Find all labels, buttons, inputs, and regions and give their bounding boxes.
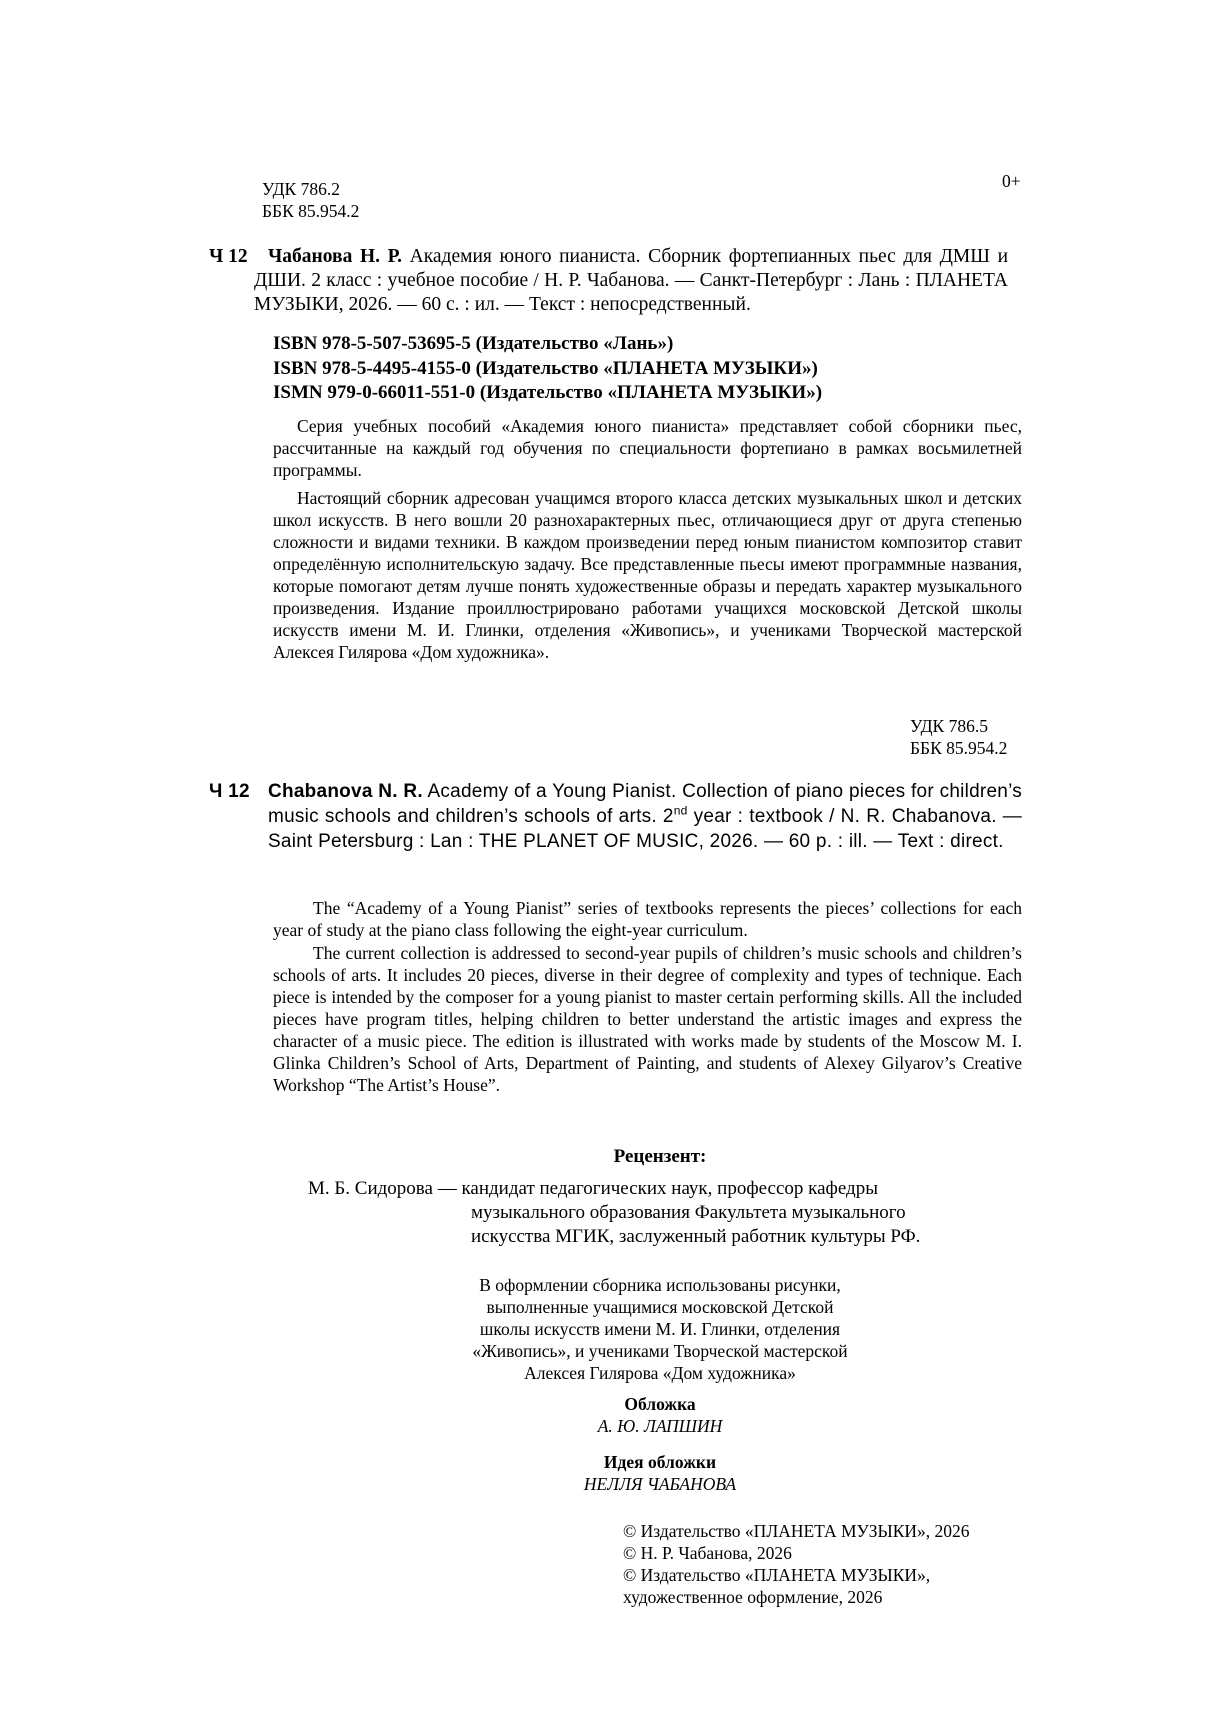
reviewer-line-1: М. Б. Сидорова — кандидат педагогических наук, профессор кафедры [308, 1178, 878, 1199]
ru-annotation-para-2: Настоящий сборник адресован учащимся второго класса детских музыкальных школ и детских школ искусств. В него вошли 20 разнохарактерных пьес, отличающиеся друг от друга степенью сложности и видами техники. В каждом произведении перед юным пианистом композитор ставит определённую исполнительскую задачу. Все представленные пьесы имеют программные названия, которые помогают детям лучше понять художественные образы и передать характер музыкального произведения. Издание проиллюстрировано работами учащихся московской Детской школы искусств имени М. И. Глинки, отделения «Живопись», и учениками Творческой мастерской Алексея Гилярова «Дом художника». [273, 488, 1022, 662]
isbn-block [273, 332, 822, 406]
copyright-line: © Издательство «ПЛАНЕТА МУЗЫКИ», 2026 [623, 1521, 970, 1541]
ismn-planet: ISMN 979-0-66011-551-0 (Издательство «ПЛАНЕТА МУЗЫКИ») [273, 382, 823, 403]
cover-label: Обложка [624, 1394, 696, 1414]
en-annotation [273, 897, 1022, 1096]
copyright-block [623, 1520, 970, 1608]
ru-bibliographic-record [254, 245, 1008, 317]
illustrations-note [440, 1274, 880, 1384]
ru-description: Академия юного пианиста. Сборник фортепианных пьес для ДМШ и ДШИ. 2 класс : учебное пособие / Н. Р. Чабанова. — Санкт-Петербург : Лань : ПЛАНЕТА МУЗЫКИ, 2026. — 60 с. : ил. — Текст : непосредственный. [254, 246, 1009, 315]
en-annotation-para-1: The “Academy of a Young Pianist” series of textbooks represents the pieces’ collections for each year of study at the piano class following the eight-year curriculum. [273, 898, 1022, 940]
illustrations-note-line: Алексея Гилярова «Дом художника» [524, 1363, 796, 1383]
reviewer-line-3: искусства МГИК, заслуженный работник культуры РФ. [471, 1226, 921, 1247]
udk-code: УДК 786.2 [262, 179, 340, 199]
en-bbk-code: ББК 85.954.2 [910, 738, 1008, 758]
copyright-line: © Н. Р. Чабанова, 2026 [623, 1543, 792, 1563]
cover-idea-author: НЕЛЛЯ ЧАБАНОВА [583, 1474, 737, 1494]
age-rating: 0+ [1002, 171, 1021, 191]
en-author: Chabanova N. R. [268, 781, 423, 802]
reviewer-line-2: музыкального образования Факультета музыкального [471, 1202, 906, 1223]
illustrations-note-line: «Живопись», и учениками Творческой мастерской [472, 1341, 848, 1361]
illustrations-note-line: В оформлении сборника использованы рисунки, [479, 1275, 841, 1295]
ru-annotation-para-1: Серия учебных пособий «Академия юного пианиста» представляет собой сборники пьес, рассчитанные на каждый год обучения по специальности фортепиано в рамках восьмилетней программы. [273, 416, 1022, 480]
ru-annotation [273, 415, 1022, 663]
bbk-code: ББК 85.954.2 [262, 201, 360, 221]
en-bibliographic-record [268, 779, 1022, 854]
cover-idea-label: Идея обложки [603, 1452, 717, 1472]
en-record-code: Ч 12 [209, 781, 250, 802]
en-description-part-2: year : textbook / N. R. Chabanova. — Saint Petersburg : Lan : THE PLANET OF MUSIC, 2026. — 60 p. : ill. — Text : direct. [268, 806, 1023, 852]
ru-author: Чабанова Н. Р. [268, 246, 402, 267]
illustrations-note-line: школы искусств имени М. И. Глинки, отделения [479, 1319, 841, 1339]
isbn-planet: ISBN 978-5-4495-4155-0 (Издательство «ПЛАНЕТА МУЗЫКИ») [273, 357, 818, 379]
cover-artist: А. Ю. ЛАПШИН [597, 1416, 723, 1436]
illustrations-note-line: выполненные учащимися московской Детской [486, 1297, 834, 1317]
en-udk-code: УДК 786.5 [910, 716, 988, 736]
reviewer-heading: Рецензент: [613, 1146, 707, 1167]
copyright-line: © Издательство «ПЛАНЕТА МУЗЫКИ», [623, 1565, 931, 1585]
en-annotation-para-2: The current collection is addressed to second-year pupils of children’s music schools and children’s schools of arts. It includes 20 pieces, diverse in their degree of complexity and types of technique. Each piece is intended by the composer for a young pianist to master certain performing skills. All the included pieces have program titles, helping children to better understand the artistic images and express the character of a music piece. The edition is illustrated with works made by students of the Moscow M. I. Glinka Children’s School of Arts, Department of Painting, and students of Alexey Gilyarov’s Creative Workshop “The Artist’s House”. [273, 943, 1022, 1095]
copyright-line: художественное оформление, 2026 [623, 1587, 883, 1607]
en-description-ordinal: nd [673, 803, 688, 818]
ru-record-code: Ч 12 [209, 246, 248, 267]
isbn-lan: ISBN 978-5-507-53695-5 (Издательство «Лань») [273, 333, 674, 354]
en-description-part-1: Academy of a Young Pianist. Collection of piano pieces for children’s music schools and children’s schools of arts. 2 [268, 781, 1022, 827]
